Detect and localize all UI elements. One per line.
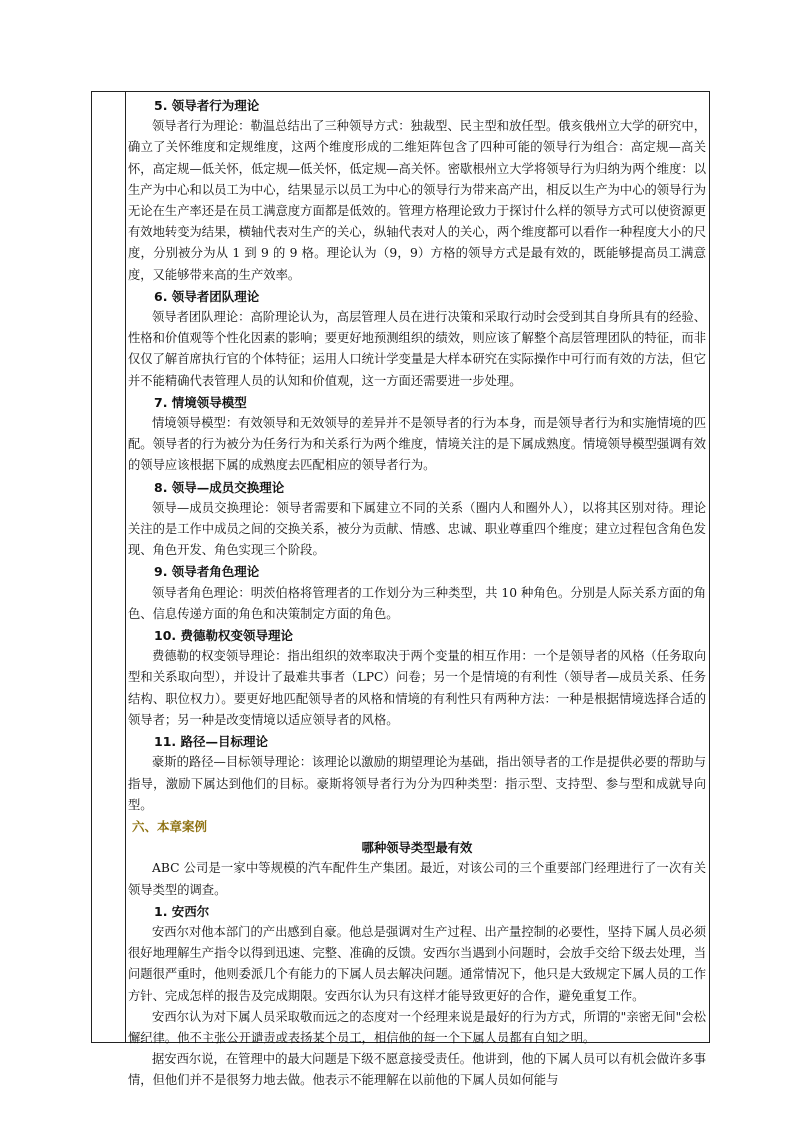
case-paragraph-3: 据安西尔说，在管理中的最大问题是下级不愿意接受责任。他讲到，他的下属人员可以有机会做许多事情，但他们并不是很努力地去做。他表示不能理解在以前他的下属人员如何能与 bbox=[128, 1052, 706, 1088]
section-heading-11: 11. 路径—目标理论 bbox=[154, 734, 268, 750]
section-11-text: 豪斯的路径—目标领导理论：该理论以激励的期望理论为基础，指出领导者的工作是提供必要的帮助与指导，激励下属达到他们的目标。豪斯将领导者行为分为四种类型：指示型、支持型、参与型和成就导向型。 bbox=[128, 755, 706, 812]
case-intro: ABC 公司是一家中等规模的汽车配件生产集团。最近，对该公司的三个重要部门经理进行了一次有关领导类型的调查。 bbox=[128, 861, 706, 897]
case-title: 哪种领导类型最有效 bbox=[361, 840, 473, 856]
section-heading-10: 10. 费德勒权变领导理论 bbox=[154, 628, 293, 644]
section-heading-8: 8. 领导—成员交换理论 bbox=[154, 479, 285, 495]
section-9-text: 领导者角色理论：明茨伯格将管理者的工作划分为三种类型，共 10 种角色。分别是人际关系方面的角色、信息传递方面的角色和决策制定方面的角色。 bbox=[128, 585, 706, 621]
table-content-cell bbox=[128, 95, 706, 1092]
case-paragraph-2: 安西尔认为对下属人员采取敬而远之的态度对一个经理来说是最好的行为方式，所谓的"亲密无间"会松懈纪律。他不主张公开谴责或表扬某个员工，相信他的每一个下属人员都有自知之明。 bbox=[128, 1009, 706, 1045]
section-heading-5: 5. 领导者行为理论 bbox=[154, 98, 260, 113]
section-8-text: 领导—成员交换理论：领导者需要和下属建立不同的关系（圈内人和圈外人），以将其区别对待。理论关注的是工作中成员之间的交换关系，被分为贡献、情感、忠诚、职业尊重四个维度；建立过程包含角色发现、角色开发、角色实现三个阶段。 bbox=[128, 500, 706, 558]
case-subheading-ansel: 1. 安西尔 bbox=[154, 903, 210, 919]
section-heading-9: 9. 领导者角色理论 bbox=[154, 564, 260, 580]
case-paragraph-1: 安西尔对他本部门的产出感到自豪。他总是强调对生产过程、出产量控制的必要性，坚持下属人员必须很好地理解生产指令以得到迅速、完整、准确的反馈。安西尔当遇到小问题时，会放手交给下级去处理，当问题很严重时，他则委派几个有能力的下属人员去解决问题。通常情况下，他只是大致规定下属人员的工作方针、完成怎样的报告及完成期限。安西尔认为只有这样才能导致更好的合作，避免重复工作。 bbox=[128, 924, 706, 1003]
chapter-case-heading: 六、本章案例 bbox=[132, 818, 208, 834]
table-left-column bbox=[92, 92, 126, 1042]
section-heading-7: 7. 情境领导模型 bbox=[154, 394, 247, 410]
section-7-text: 情境领导模型：有效领导和无效领导的差异并不是领导者的行为本身，而是领导者行为和实施情境的匹配。领导者的行为被分为任务行为和关系行为两个维度，情境关注的是下属成熟度。情境领导模型强调有效的领导应该根据下属的成熟度去匹配相应的领导者行为。 bbox=[128, 416, 706, 473]
section-10-text: 费德勒的权变领导理论：指出组织的效率取决于两个变量的相互作用：一个是领导者的风格（任务取向型和关系取向型），并设计了最难共事者（LPC）问卷；另一个是情境的有利性（领导者—成员关系、任务结构、职位权力）。要更好地匹配领导者的风格和情境的有利性只有两种方法：一种是根据情境选择合适的领导者；另一种是改变情境以适应领导者的风格。 bbox=[128, 649, 706, 727]
section-heading-6: 6. 领导者团队理论 bbox=[154, 288, 260, 304]
table-frame bbox=[91, 91, 710, 1088]
section-6-text: 领导者团队理论：高阶理论认为，高层管理人员在进行决策和采取行动时会受到其自身所具有的经验、性格和价值观等个性化因素的影响；要更好地预测组织的绩效，则应该了解整个高层管理团队的特征，而非仅仅了解首席执行官的个体特征；运用人口统计学变量是大样本研究在实际操作中可行而有效的方法，但它并不能精确代表管理人员的认知和价值观，这一方面还需要进一步处理。 bbox=[128, 310, 706, 388]
section-5-text: 领导者行为理论：勒温总结出了三种领导方式：独裁型、民主型和放任型。俄亥俄州立大学的研究中，确立了关怀维度和定规维度，这两个维度形成的二维矩阵包含了四种可能的领导行为组合：高定规—高关怀，高定规—低关怀，低定规—低关怀，低定规—高关怀。密歇根州立大学将领导行为归纳为两个维度：以生产为中心和以员工为中心，结果显示以员工为中心的领导行为带来高产出，相反以生产为中心的领导行为无论在生产率还是在员工满意度方面都是低效的。管理方格理论致力于探讨什么样的领导方式可以使资源更有效地转变为结果，横轴代表对生产的关心，纵轴代表对人的关心，两个维度都可以看作一种程度大小的尺度，分别被分为从 1 到 9 的 9 格。理论认为（9，9）方格的领导方式是最有效的，既能够提高员工满意度，又能够带来高的生产效率。 bbox=[128, 119, 706, 282]
